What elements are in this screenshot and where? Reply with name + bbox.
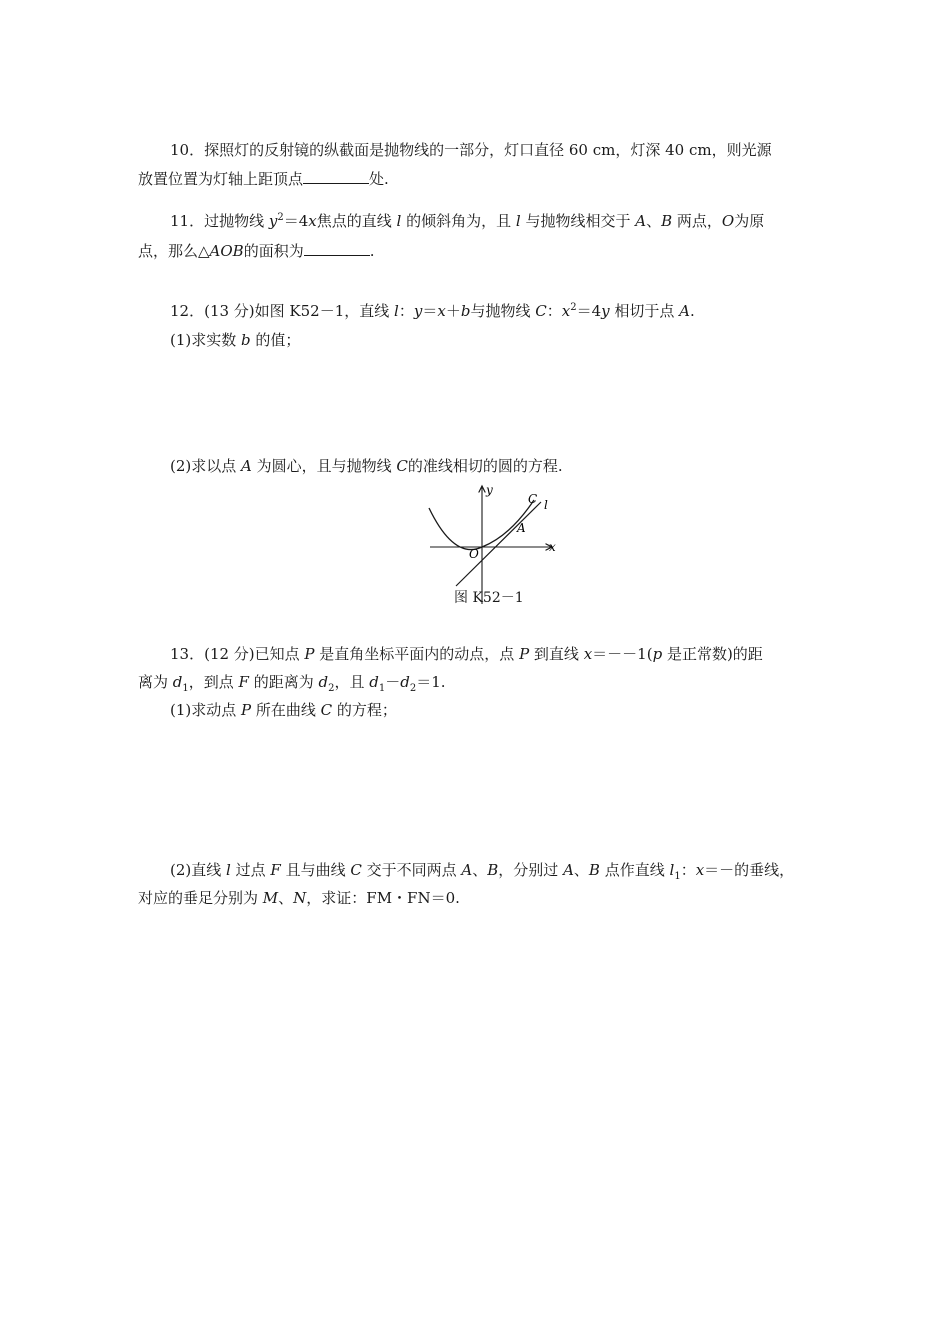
label-curve-c: C xyxy=(528,492,538,506)
label-origin-o: O xyxy=(469,547,479,561)
q13-part-1: (1)求动点 P 所在曲线 C 的方程； xyxy=(170,701,397,719)
q13-line-1: 13．(12 分)已知点 P 是直角坐标平面内的动点，点 P 到直线 x＝－－1(p 是正常数)的距 xyxy=(170,645,763,663)
q10-line-2: 放置位置为灯轴上距顶点 处. xyxy=(138,170,389,188)
label-point-a: A xyxy=(517,521,526,535)
q10-line-1 xyxy=(170,140,772,160)
q11-answer-blank[interactable] xyxy=(304,241,370,256)
q13-line-4: 对应的垂足分别为 M、N，求证：FM・FN＝0. xyxy=(138,889,460,907)
q12-part-2: (2)求以点 A 为圆心，且与抛物线 C的准线相切的圆的方程. xyxy=(170,457,563,475)
tangent-line xyxy=(456,502,541,586)
q11-line-2: 点，那么△AOB的面积为 . xyxy=(138,242,375,260)
q13-line-2: 离为 $d_1$，到点 F 的距离为 $d_2$，且 $d_1-d_2=1$. xyxy=(138,673,446,694)
figure-caption: 图 K52－1 xyxy=(454,590,524,606)
q10-answer-blank[interactable] xyxy=(303,169,369,184)
label-x: x xyxy=(549,540,556,554)
q11-line-1: 11．过抛物线 $y^2=4x$焦点的直线 l 的倾斜角为，且 l 与抛物线相交于 A、B 两点，O为原 xyxy=(170,212,765,230)
q10-text: 10．探照灯的反射镜的纵截面是抛物线的一部分，灯口直径 60 cm，灯深 40 cm，则光源 xyxy=(170,141,772,159)
label-y: y xyxy=(486,483,493,497)
q13-part-2: (2)直线 l 过点 F 且与曲线 C 交于不同两点 A、B，分别过 A、B 点作直线 $l_1$：x＝－的垂线， xyxy=(170,861,795,882)
label-line-l: l xyxy=(544,498,548,512)
q12-line-1: 12．(13 分)如图 K52－1，直线 l：y＝x＋b与抛物线 C：$x^2=4y$ 相切于点 A. xyxy=(170,302,695,320)
q12-part-1: (1)求实数 b 的值； xyxy=(170,331,301,349)
